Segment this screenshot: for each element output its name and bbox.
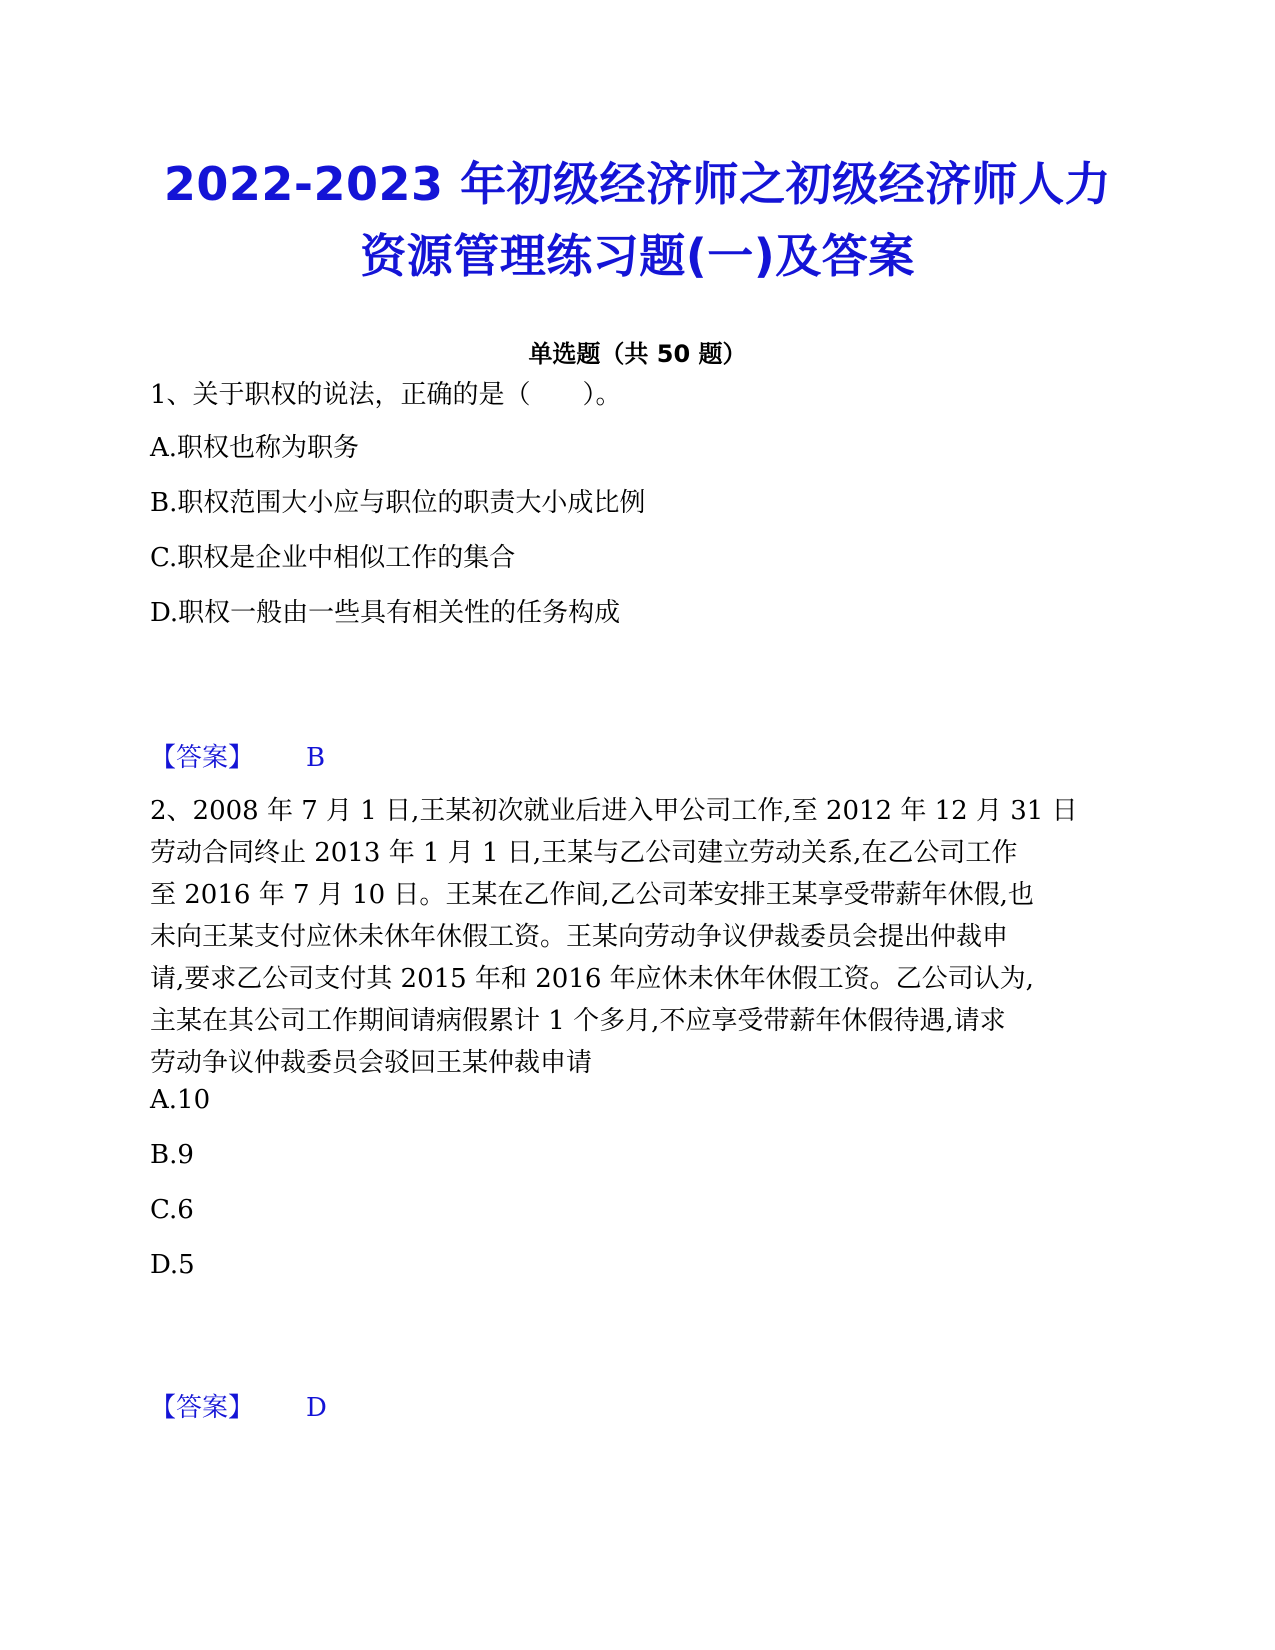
question-2-answer xyxy=(150,1388,327,1428)
question-2-stem-line: 未向王某支付应休未休年休假工资。王某向劳动争议伊裁委员会提出仲裁申 xyxy=(150,922,1009,952)
question-1-answer xyxy=(150,738,325,778)
question-1-option-c: C.职权是企业中相似工作的集合 xyxy=(150,543,516,573)
section-heading: 单选题（共 50 题） xyxy=(528,340,747,368)
question-2-stem-line: 主某在其公司工作期间请病假累计 1 个多月,不应享受带薪年休假待遇,请求 xyxy=(150,1006,1006,1036)
answer-label: 【答案】 xyxy=(150,743,255,773)
question-1-option-b: B.职权范围大小应与职位的职责大小成比例 xyxy=(150,488,646,518)
question-1-stem: 1、关于职权的说法，正确的是（ ）。 xyxy=(150,380,622,410)
question-2-option-c: C.6 xyxy=(150,1195,194,1225)
document-title xyxy=(100,148,1175,292)
document-title-line-2: 资源管理练习题(一)及答案 xyxy=(360,229,915,283)
question-2-stem-line: 2、2008 年 7 月 1 日,王某初次就业后进入甲公司工作,至 2012 年 12 月 31 日 xyxy=(150,796,1078,826)
question-2-stem-line: 请,要求乙公司支付其 2015 年和 2016 年应休未休年休假工资。乙公司认为, xyxy=(150,964,1034,994)
question-2-stem xyxy=(150,790,1130,1084)
question-1-option-a: A.职权也称为职务 xyxy=(150,433,360,463)
question-2-option-d: D.5 xyxy=(150,1250,195,1280)
question-1-option-d: D.职权一般由一些具有相关性的任务构成 xyxy=(150,598,621,628)
answer-value: D xyxy=(306,1393,327,1423)
question-2-option-a: A.10 xyxy=(150,1085,211,1115)
question-2-stem-line: 劳动合同终止 2013 年 1 月 1 日,王某与乙公司建立劳动关系,在乙公司工作 xyxy=(150,838,1018,868)
answer-value: B xyxy=(306,743,326,773)
document-title-line-1: 2022-2023 年初级经济师之初级经济师人力 xyxy=(163,157,1112,211)
question-2-stem-line: 至 2016 年 7 月 10 日。王某在乙作间,乙公司苯安排王某享受带薪年休假,也 xyxy=(150,880,1034,910)
question-2-option-b: B.9 xyxy=(150,1140,194,1170)
answer-label: 【答案】 xyxy=(150,1393,255,1423)
question-2-stem-line: 劳动争议仲裁委员会驳回王某仲裁申请 xyxy=(150,1048,593,1078)
